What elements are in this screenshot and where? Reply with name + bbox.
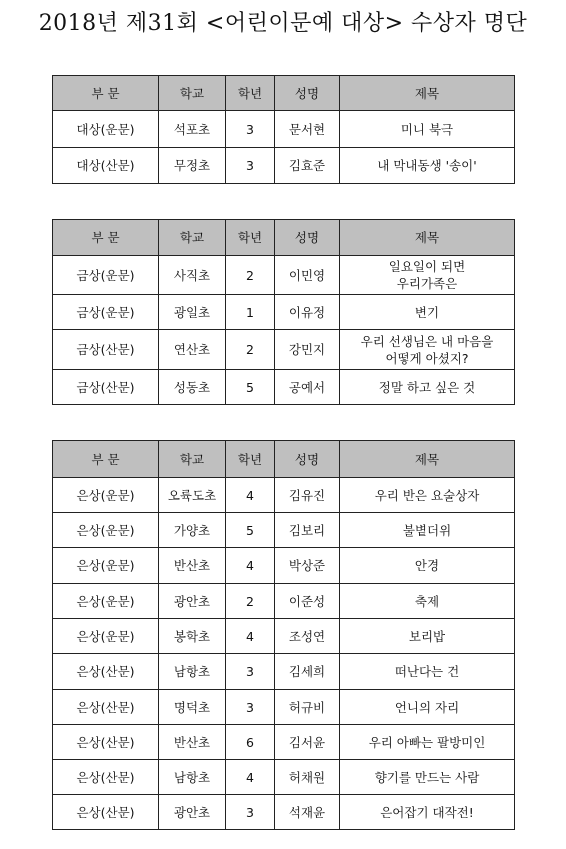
cell-grade bbox=[226, 548, 275, 584]
cell-division bbox=[53, 548, 159, 584]
cell-grade-text: 6 bbox=[246, 734, 254, 750]
cell-name-text: 김세희 bbox=[288, 664, 326, 679]
header-school: 학교 bbox=[159, 441, 226, 478]
cell-division-text: 은상(운문) bbox=[76, 593, 135, 609]
cell-work-title-text: 안경 bbox=[414, 558, 440, 573]
header-school: 학교 bbox=[159, 220, 226, 256]
cell-grade bbox=[226, 295, 275, 330]
cell-name-text: 김효준 bbox=[288, 158, 326, 173]
cell-school-text: 연산초 bbox=[173, 342, 211, 357]
cell-school bbox=[159, 654, 226, 690]
cell-grade bbox=[226, 619, 275, 654]
table-row bbox=[53, 513, 515, 548]
table-row bbox=[53, 295, 515, 330]
table-row bbox=[53, 548, 515, 584]
cell-name-text: 이민영 bbox=[288, 267, 326, 283]
cell-school bbox=[159, 111, 226, 148]
cell-school bbox=[159, 295, 226, 330]
cell-work-title-text: 우리 아빠는 팔방미인 bbox=[368, 734, 486, 750]
cell-division-text: 은상(산문) bbox=[76, 769, 135, 785]
cell-school-text: 명덕초 bbox=[173, 699, 211, 715]
cell-school bbox=[159, 548, 226, 584]
cell-name bbox=[275, 548, 340, 584]
cell-work-title bbox=[340, 619, 515, 654]
header-division: 부 문 bbox=[53, 441, 159, 478]
header-grade: 학년 bbox=[226, 441, 275, 478]
cell-grade bbox=[226, 513, 275, 548]
header-row bbox=[53, 220, 515, 256]
header-division: 부 문 bbox=[53, 76, 159, 111]
cell-name-text: 강민지 bbox=[288, 342, 326, 357]
cell-work-title bbox=[340, 584, 515, 619]
cell-grade bbox=[226, 690, 275, 725]
cell-grade-text: 3 bbox=[246, 664, 254, 679]
cell-school-text: 광안초 bbox=[173, 804, 211, 820]
cell-name-text: 허규비 bbox=[288, 699, 326, 715]
cell-name bbox=[275, 690, 340, 725]
cell-division bbox=[53, 256, 159, 295]
cell-grade-text: 2 bbox=[246, 593, 254, 609]
cell-division bbox=[53, 690, 159, 725]
cell-grade-text: 2 bbox=[246, 342, 254, 357]
cell-division bbox=[53, 148, 159, 184]
award-table-gold-prize bbox=[52, 219, 515, 405]
cell-work-title bbox=[340, 256, 515, 295]
cell-school bbox=[159, 256, 226, 295]
cell-work-title bbox=[340, 760, 515, 795]
header-row bbox=[53, 76, 515, 111]
cell-work-title-text: 내 막내동생 '송이' bbox=[377, 158, 477, 173]
cell-work-title bbox=[340, 370, 515, 405]
cell-division-text: 금상(운문) bbox=[76, 267, 135, 283]
cell-school bbox=[159, 795, 226, 830]
cell-division-text: 은상(운문) bbox=[76, 522, 135, 538]
cell-school-text: 석포초 bbox=[173, 121, 211, 137]
cell-school-text: 반산초 bbox=[173, 734, 211, 750]
cell-work-title bbox=[340, 513, 515, 548]
cell-name-text: 조성연 bbox=[288, 628, 326, 644]
header-division: 부 문 bbox=[53, 220, 159, 256]
table-row bbox=[53, 619, 515, 654]
cell-school bbox=[159, 619, 226, 654]
cell-name bbox=[275, 619, 340, 654]
header-grade: 학년 bbox=[226, 220, 275, 256]
cell-name-text: 김보리 bbox=[288, 522, 326, 538]
cell-work-title bbox=[340, 478, 515, 513]
cell-work-title bbox=[340, 295, 515, 330]
cell-division-text: 은상(운문) bbox=[76, 628, 135, 644]
cell-work-title bbox=[340, 148, 515, 184]
cell-division bbox=[53, 295, 159, 330]
award-table-grand-prize bbox=[52, 75, 515, 184]
cell-division-text: 대상(운문) bbox=[76, 121, 135, 137]
cell-school bbox=[159, 370, 226, 405]
cell-work-title-text: 우리 선생님은 내 마음을 어떻게 아셨지? bbox=[360, 333, 494, 366]
cell-name bbox=[275, 478, 340, 513]
cell-grade-text: 4 bbox=[246, 558, 254, 573]
cell-work-title-text: 떠난다는 건 bbox=[394, 664, 460, 679]
cell-grade bbox=[226, 725, 275, 760]
cell-work-title bbox=[340, 654, 515, 690]
cell-school bbox=[159, 330, 226, 370]
cell-grade-text: 4 bbox=[246, 487, 254, 503]
cell-name-text: 문서현 bbox=[288, 121, 326, 137]
cell-grade-text: 2 bbox=[246, 267, 254, 283]
cell-grade-text: 3 bbox=[246, 699, 254, 715]
cell-grade bbox=[226, 330, 275, 370]
cell-division bbox=[53, 654, 159, 690]
cell-division-text: 대상(산문) bbox=[76, 158, 135, 173]
cell-school bbox=[159, 513, 226, 548]
header-name: 성명 bbox=[275, 76, 340, 111]
cell-name-text: 공예서 bbox=[288, 379, 326, 395]
cell-grade-text: 1 bbox=[246, 304, 254, 320]
header-work-title: 제목 bbox=[340, 441, 515, 478]
cell-school-text: 남항초 bbox=[173, 769, 211, 785]
header-name: 성명 bbox=[275, 220, 340, 256]
cell-division bbox=[53, 478, 159, 513]
cell-name bbox=[275, 725, 340, 760]
cell-work-title-text: 은어잡기 대작전! bbox=[380, 804, 474, 820]
cell-grade bbox=[226, 795, 275, 830]
cell-division bbox=[53, 370, 159, 405]
header-work-title: 제목 bbox=[340, 220, 515, 256]
cell-school-text: 가양초 bbox=[173, 522, 211, 538]
cell-division bbox=[53, 330, 159, 370]
header-work-title: 제목 bbox=[340, 76, 515, 111]
cell-grade-text: 4 bbox=[246, 628, 254, 644]
cell-grade bbox=[226, 370, 275, 405]
cell-work-title-text: 언니의 자리 bbox=[394, 699, 460, 715]
cell-work-title-text: 미니 북극 bbox=[400, 121, 454, 137]
cell-school-text: 오륙도초 bbox=[167, 487, 217, 503]
cell-school-text: 반산초 bbox=[173, 558, 211, 573]
table-row bbox=[53, 760, 515, 795]
cell-name-text: 허채원 bbox=[288, 769, 326, 785]
cell-name-text: 이준성 bbox=[288, 593, 326, 609]
cell-work-title-text: 불볕더위 bbox=[402, 522, 452, 538]
table-row bbox=[53, 256, 515, 295]
table-row bbox=[53, 584, 515, 619]
cell-division bbox=[53, 795, 159, 830]
cell-work-title bbox=[340, 548, 515, 584]
cell-division bbox=[53, 111, 159, 148]
cell-division-text: 은상(산문) bbox=[76, 664, 135, 679]
cell-work-title bbox=[340, 111, 515, 148]
cell-division-text: 은상(산문) bbox=[76, 804, 135, 820]
cell-name bbox=[275, 295, 340, 330]
header-grade: 학년 bbox=[226, 76, 275, 111]
cell-name-text: 김유진 bbox=[288, 487, 326, 503]
cell-school-text: 광안초 bbox=[173, 593, 211, 609]
table-row bbox=[53, 148, 515, 184]
cell-name-text: 박상준 bbox=[288, 558, 326, 573]
cell-work-title-text: 보리밥 bbox=[408, 628, 446, 644]
cell-work-title-text: 변기 bbox=[414, 304, 440, 320]
cell-grade-text: 5 bbox=[246, 522, 254, 538]
cell-school bbox=[159, 760, 226, 795]
cell-work-title bbox=[340, 690, 515, 725]
cell-school bbox=[159, 725, 226, 760]
cell-name-text: 석재윤 bbox=[288, 804, 326, 820]
header-name: 성명 bbox=[275, 441, 340, 478]
cell-work-title bbox=[340, 725, 515, 760]
cell-division-text: 은상(운문) bbox=[76, 487, 135, 503]
cell-grade bbox=[226, 654, 275, 690]
cell-name bbox=[275, 654, 340, 690]
cell-school bbox=[159, 690, 226, 725]
cell-work-title-text: 일요일이 되면 우리가족은 bbox=[388, 259, 466, 291]
cell-school-text: 남항초 bbox=[173, 664, 211, 679]
cell-work-title bbox=[340, 795, 515, 830]
cell-division bbox=[53, 725, 159, 760]
cell-division-text: 은상(산문) bbox=[76, 699, 135, 715]
cell-name bbox=[275, 111, 340, 148]
table-row bbox=[53, 478, 515, 513]
cell-school bbox=[159, 478, 226, 513]
cell-school-text: 성동초 bbox=[173, 379, 211, 395]
cell-grade bbox=[226, 111, 275, 148]
cell-division-text: 금상(운문) bbox=[76, 304, 135, 320]
cell-grade bbox=[226, 760, 275, 795]
cell-name bbox=[275, 330, 340, 370]
cell-division bbox=[53, 584, 159, 619]
cell-name bbox=[275, 760, 340, 795]
table-row bbox=[53, 725, 515, 760]
cell-division bbox=[53, 760, 159, 795]
cell-name bbox=[275, 256, 340, 295]
cell-grade bbox=[226, 584, 275, 619]
cell-name bbox=[275, 148, 340, 184]
cell-work-title-text: 정말 하고 싶은 것 bbox=[378, 379, 476, 395]
cell-school-text: 사직초 bbox=[173, 267, 211, 283]
cell-school-text: 광일초 bbox=[173, 304, 211, 320]
cell-school-text: 무정초 bbox=[173, 158, 211, 173]
cell-grade bbox=[226, 148, 275, 184]
cell-division bbox=[53, 619, 159, 654]
cell-name-text: 이유정 bbox=[288, 304, 326, 320]
cell-grade-text: 3 bbox=[246, 804, 254, 820]
page-title: 2018년 제31회 <어린이문예 대상> 수상자 명단 bbox=[38, 11, 528, 36]
table-row bbox=[53, 330, 515, 370]
cell-school-text: 봉학초 bbox=[173, 628, 211, 644]
table-row bbox=[53, 111, 515, 148]
cell-work-title-text: 우리 반은 요술상자 bbox=[374, 487, 480, 503]
cell-division-text: 은상(운문) bbox=[76, 558, 135, 573]
table-row bbox=[53, 654, 515, 690]
cell-school bbox=[159, 148, 226, 184]
cell-division-text: 은상(산문) bbox=[76, 734, 135, 750]
cell-grade-text: 4 bbox=[246, 769, 254, 785]
table-row bbox=[53, 795, 515, 830]
award-table-silver-prize bbox=[52, 440, 515, 830]
cell-work-title-text: 축제 bbox=[414, 593, 440, 609]
cell-name bbox=[275, 513, 340, 548]
table-row bbox=[53, 690, 515, 725]
cell-division-text: 금상(산문) bbox=[76, 342, 135, 357]
header-school: 학교 bbox=[159, 76, 226, 111]
cell-grade bbox=[226, 478, 275, 513]
cell-name bbox=[275, 370, 340, 405]
table-row bbox=[53, 370, 515, 405]
cell-division bbox=[53, 513, 159, 548]
cell-grade bbox=[226, 256, 275, 295]
cell-grade-text: 3 bbox=[246, 158, 254, 173]
cell-work-title-text: 향기를 만드는 사람 bbox=[374, 769, 480, 785]
cell-name bbox=[275, 584, 340, 619]
cell-name-text: 김서윤 bbox=[288, 734, 326, 750]
header-row bbox=[53, 441, 515, 478]
cell-division-text: 금상(산문) bbox=[76, 379, 135, 395]
cell-grade-text: 3 bbox=[246, 121, 254, 137]
cell-grade-text: 5 bbox=[246, 379, 254, 395]
cell-school bbox=[159, 584, 226, 619]
cell-name bbox=[275, 795, 340, 830]
cell-work-title bbox=[340, 330, 515, 370]
